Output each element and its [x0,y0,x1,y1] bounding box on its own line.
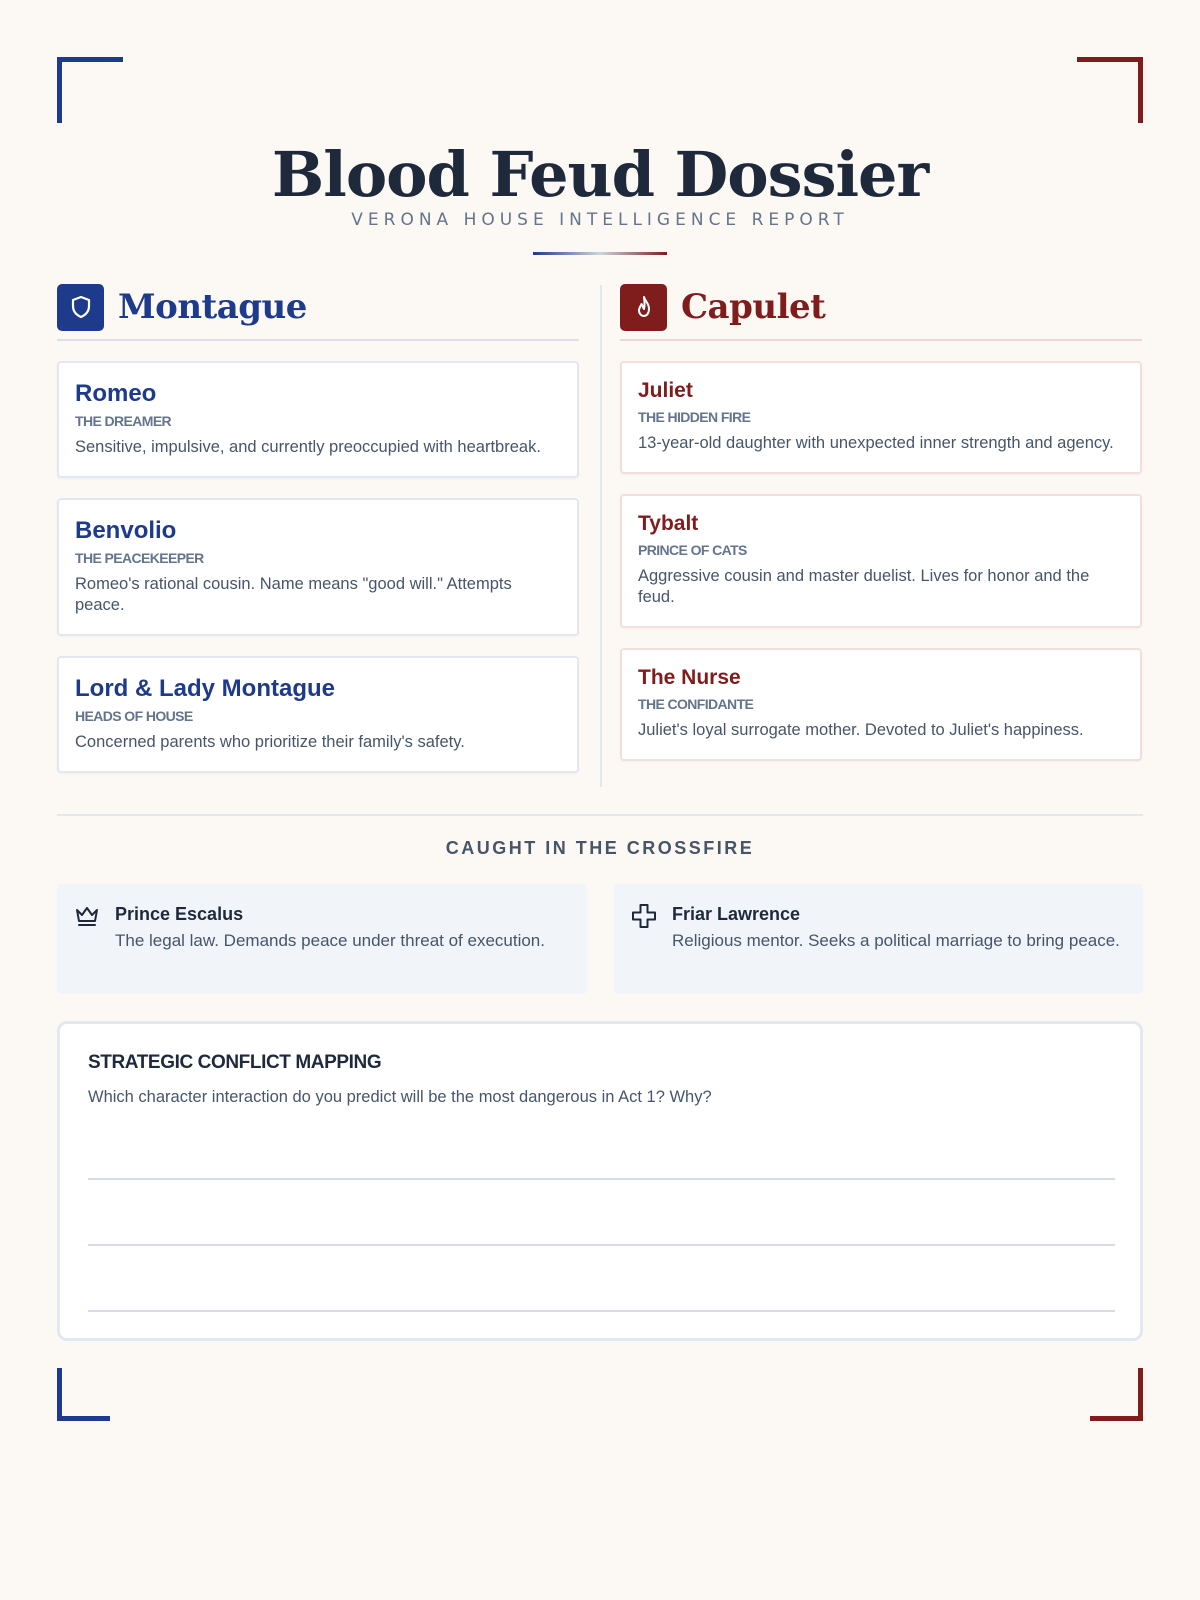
cross-icon [630,902,658,930]
character-name: Benvolio [75,517,177,544]
strategic-conflict-mapping [57,1021,1143,1341]
montague-header [57,283,579,341]
character-role: THE CONFIDANTE [638,696,754,712]
character-role: THE HIDDEN FIRE [638,409,751,425]
column-divider [600,285,602,787]
character-name: Tybalt [638,512,699,535]
neutral-description: Religious mentor. Seeks a political marriage to bring peace. [672,931,1120,950]
neutral-name: Friar Lawrence [672,904,801,924]
capulet-name: Capulet [681,287,826,327]
character-description: Romeo's rational cousin. Name means "good will." Attempts peace. [75,575,512,614]
character-name: Lord & Lady Montague [75,675,335,702]
character-card-lord-lady-montague [57,656,579,773]
page-title: Blood Feud Dossier [271,138,929,211]
character-description: Juliet's loyal surrogate mother. Devoted to Juliet's happiness. [638,721,1084,739]
crossfire-heading: CAUGHT IN THE CROSSFIRE [445,838,755,858]
neutral-card-friar-lawrence [614,884,1143,994]
character-role: THE DREAMER [75,413,172,429]
page-subtitle: VERONA HOUSE INTELLIGENCE REPORT [351,210,849,230]
mapping-question: Which character interaction do you predict will be the most dangerous in Act 1? Why? [88,1088,712,1106]
capulet-header [620,283,1142,341]
neutral-description: The legal law. Demands peace under threat of execution. [115,931,545,950]
character-role: HEADS OF HOUSE [75,708,193,724]
character-role: THE PEACEKEEPER [75,550,204,566]
character-description: Sensitive, impulsive, and currently preoccupied with heartbreak. [75,438,541,456]
corner-bracket-bottom-right [1090,1368,1143,1421]
character-card-the-nurse [620,648,1142,761]
montague-column [57,283,579,773]
character-name: The Nurse [638,666,741,689]
character-name: Juliet [638,379,693,402]
capulet-column [620,283,1142,761]
character-card-tybalt [620,494,1142,628]
character-role: PRINCE OF CATS [638,542,747,558]
answer-line[interactable] [88,1178,1115,1180]
shield-icon [57,284,104,331]
character-card-benvolio [57,498,579,636]
character-name: Romeo [75,380,157,407]
character-description: Aggressive cousin and master duelist. Lives for honor and the feud. [638,567,1090,606]
crown-icon [73,902,101,930]
answer-line[interactable] [88,1310,1115,1312]
corner-bracket-bottom-left [57,1368,110,1421]
character-card-juliet [620,361,1142,474]
section-divider [57,814,1143,816]
flame-icon [620,284,667,331]
neutral-card-prince-escalus [57,884,587,994]
mapping-title: STRATEGIC CONFLICT MAPPING [88,1052,382,1073]
title-divider [533,252,667,255]
character-card-romeo [57,361,579,478]
montague-name: Montague [118,287,307,327]
character-description: 13-year-old daughter with unexpected inner strength and agency. [638,434,1114,452]
answer-line[interactable] [88,1244,1115,1246]
neutral-name: Prince Escalus [115,904,244,924]
character-description: Concerned parents who prioritize their family's safety. [75,733,465,751]
corner-bracket-top-left [57,57,123,123]
corner-bracket-top-right [1077,57,1143,123]
